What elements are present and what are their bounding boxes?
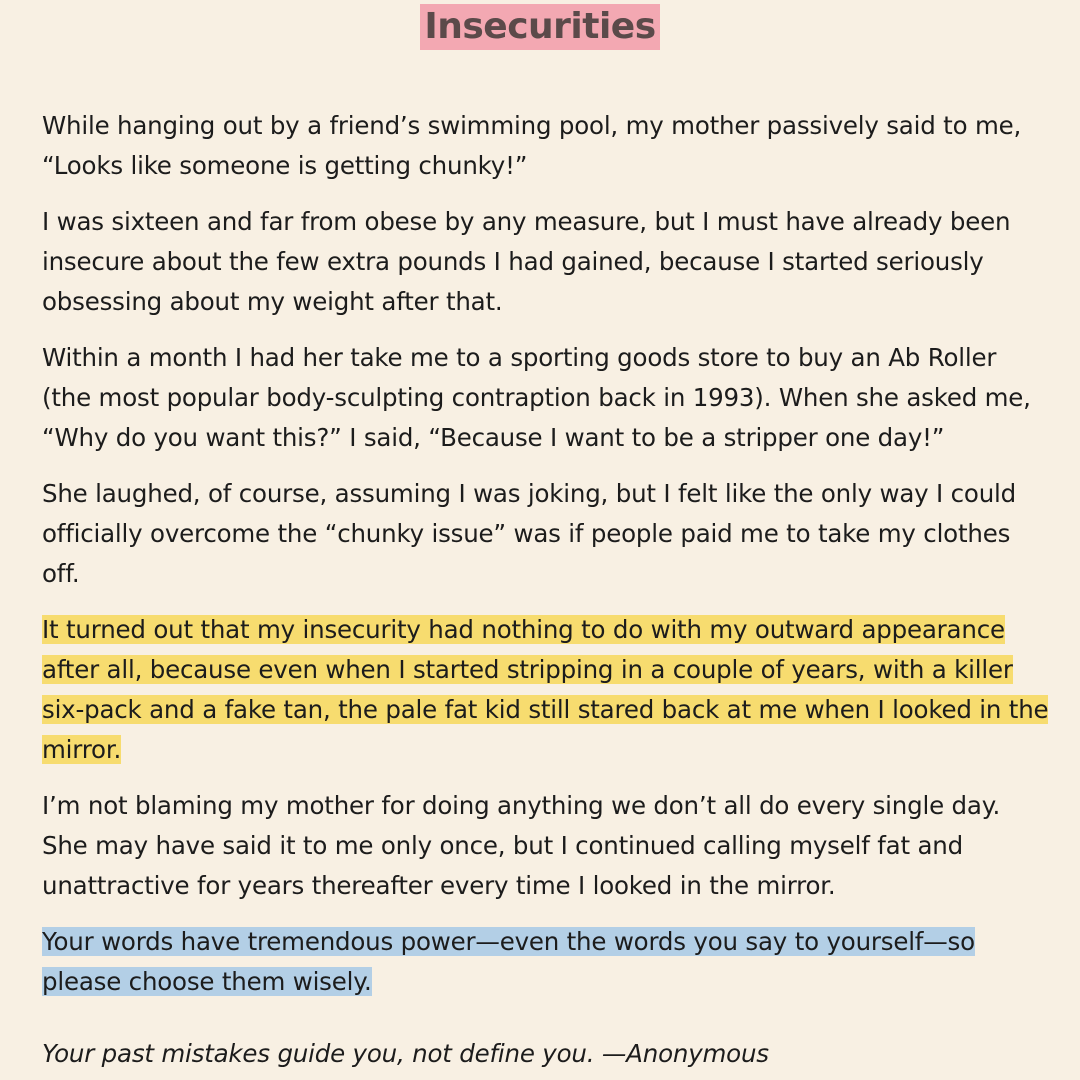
paragraph-6-text: I’m not blaming my mother for doing anything we don’t all do every single day. She may have said it to me only once, but I continued calling myself fat and unattractive for years thereafter every time I looked in the mirror. [42, 791, 1001, 900]
paragraph-7-highlighted [42, 922, 1052, 1002]
paragraph-3-text: Within a month I had her take me to a sporting goods store to buy an Ab Roller (the most popular body-sculpting contraption back in 1993). When she asked me, “Why do you want this?” I said, “Because I want to be a stripper one day!” [42, 343, 1031, 452]
article-body [42, 106, 1052, 1018]
yellow-highlight-text: It turned out that my insecurity had nothing to do with my outward appearance after all, because even when I started stripping in a couple of years, with a killer six-pack and a fake tan, the pale fat kid still stared back at me when I looked in the mirror. [42, 615, 1049, 764]
title-wrapper [0, 4, 1080, 50]
paragraph-4 [42, 474, 1052, 594]
paragraph-1 [42, 106, 1052, 186]
paragraph-6 [42, 786, 1052, 906]
paragraph-2-text: I was sixteen and far from obese by any measure, but I must have already been insecure about the few extra pounds I had gained, because I started seriously obsessing about my weight after that. [42, 207, 1011, 316]
page-title: Insecurities [420, 4, 659, 50]
paragraph-3 [42, 338, 1052, 458]
paragraph-2 [42, 202, 1052, 322]
closing-quote: Your past mistakes guide you, not define you. —Anonymous [42, 1039, 769, 1068]
blue-highlight-text: Your words have tremendous power—even the words you say to yourself—so please choose them wisely. [42, 927, 975, 996]
paragraph-1-text: While hanging out by a friend’s swimming pool, my mother passively said to me, “Looks like someone is getting chunky!” [42, 111, 1022, 180]
paragraph-4-text: She laughed, of course, assuming I was joking, but I felt like the only way I could officially overcome the “chunky issue” was if people paid me to take my clothes off. [42, 479, 1016, 588]
paragraph-5-highlighted [42, 610, 1052, 770]
